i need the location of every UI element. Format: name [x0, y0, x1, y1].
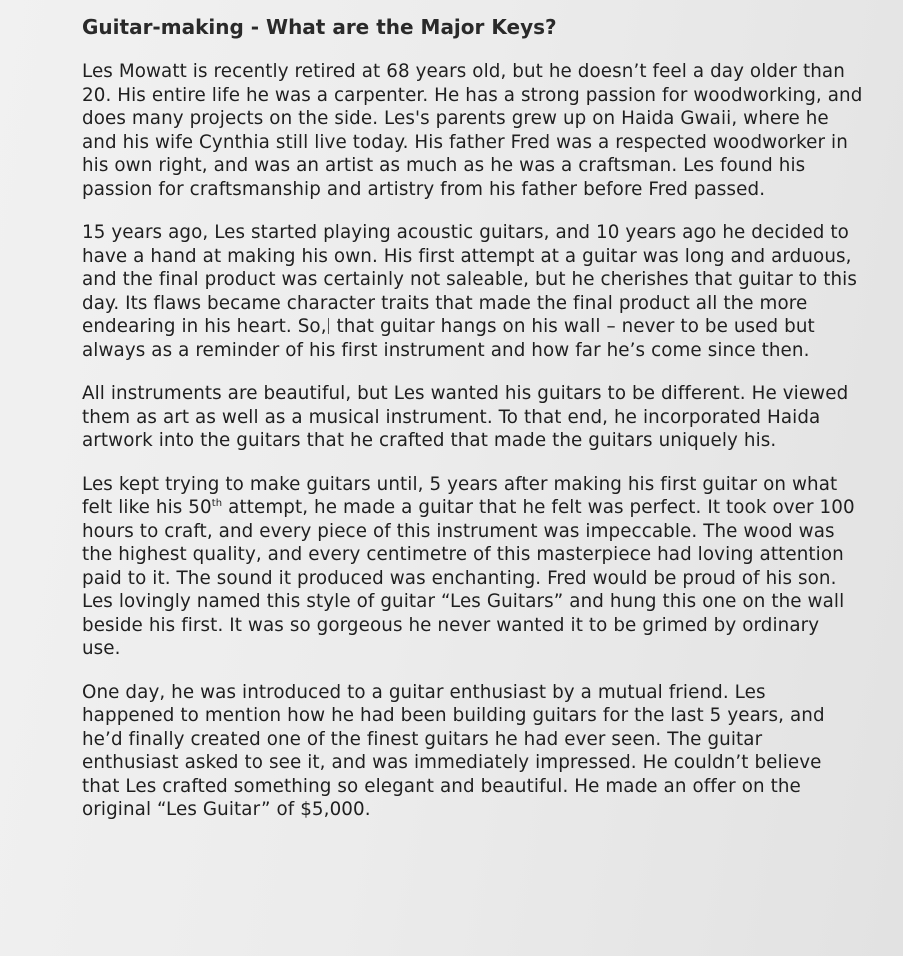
paragraph-4-text-start: Les kept trying to make guitars until, 5 years after making his first guitar on what felt like his 50: [82, 473, 838, 518]
paragraph-3: All instruments are beautiful, but Les wanted his guitars to be different. He viewed them as art as well as a musical instrument. To that end, he incorporated Haida artwork into the guitars that he crafted that made the guitars uniquely his.: [82, 383, 849, 451]
paragraph-2-text-start: 15 years ago, Les started playing acoustic guitars, and 10 years ago he decided to have a hand at making his own. His first attempt at a guitar was long and arduous, and the final product was certainly not saleable, but he cherishes that guitar to this day. Its flaws became character traits that made the final product all the more endearing in his heart. So,: [82, 222, 857, 337]
document-title: Guitar-making - What are the Major Keys?: [82, 15, 557, 39]
paragraph-4: [82, 473, 863, 661]
paragraph-2-text-end: that guitar hangs on his wall – never to be used but always as a reminder of his first instrument and how far he’s come since then.: [82, 316, 815, 361]
text-cursor-icon: [328, 318, 330, 334]
ordinal-superscript: th: [211, 497, 223, 509]
paragraph-1: Les Mowatt is recently retired at 68 years old, but he doesn’t feel a day older than 20. His entire life he was a carpenter. He has a strong passion for woodworking, and does many projects on the side. Les's parents grew up on Haida Gwaii, where he and his wife Cynthia still live today. His father Fred was a respected woodworker in his own right, and was an artist as much as he was a craftsman. Les found his passion for craftsmanship and artistry from his father before Fred passed.: [82, 61, 863, 200]
paragraph-5: One day, he was introduced to a guitar enthusiast by a mutual friend. Les happened to mention how he had been building guitars for the last 5 years, and he’d finally created one of the finest guitars he had ever seen. The guitar enthusiast asked to see it, and was immediately impressed. He couldn’t believe that Les crafted something so elegant and beautiful. He made an offer on the original “Les Guitar” of $5,000.: [82, 681, 825, 820]
paragraph-4-text-end: attempt, he made a guitar that he felt was perfect. It took over 100 hours to craft, and every piece of this instrument was impeccable. The wood was the highest quality, and every centimetre of this masterpiece had loving attention paid to it. The sound it produced was enchanting. Fred would be proud of his son. Les lovingly named this style of guitar “Les Guitars” and hung this one on the wall beside his first. It was so gorgeous he never wanted it to be grimed by ordinary use.: [82, 497, 855, 659]
paragraph-2: [82, 221, 863, 362]
